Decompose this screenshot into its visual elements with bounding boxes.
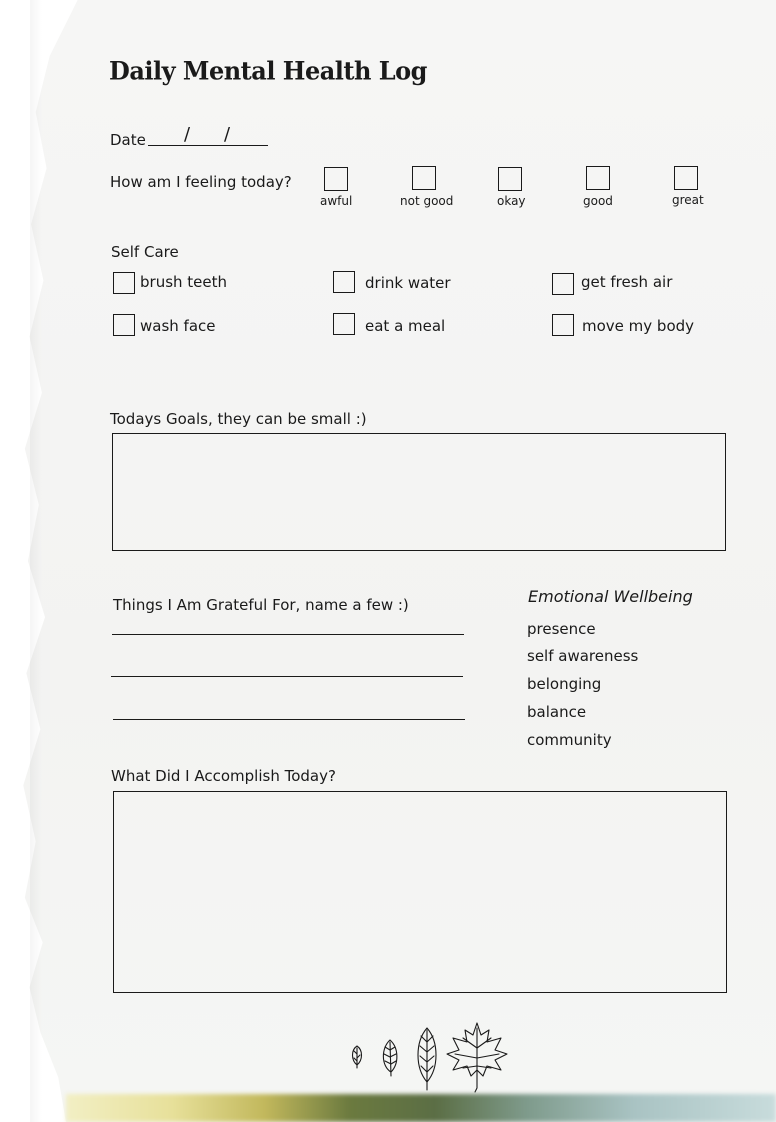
self-care-checkbox-eat-a-meal[interactable] — [333, 313, 355, 335]
feeling-option-label: not good — [400, 194, 454, 208]
leaf-decoration — [345, 1020, 515, 1095]
accomplish-textbox[interactable] — [113, 791, 727, 993]
self-care-item-label: drink water — [365, 274, 451, 292]
self-care-item-label: get fresh air — [581, 273, 673, 291]
leaf-icon — [418, 1028, 436, 1090]
goals-textbox[interactable] — [112, 433, 726, 551]
feeling-checkbox-great[interactable] — [674, 166, 698, 190]
leaf-icon — [447, 1023, 507, 1092]
goals-heading: Todays Goals, they can be small :) — [110, 410, 367, 428]
self-care-heading: Self Care — [111, 243, 179, 261]
page-title: Daily Mental Health Log — [109, 55, 427, 86]
date-separator: / — [184, 124, 191, 145]
self-care-item-label: wash face — [140, 317, 216, 335]
wellbeing-item: presence — [527, 620, 596, 638]
wellbeing-item: community — [527, 731, 612, 749]
grateful-line[interactable] — [113, 719, 465, 720]
self-care-checkbox-brush-teeth[interactable] — [113, 272, 135, 294]
paper-edge-shadow — [30, 0, 42, 1122]
self-care-checkbox-drink-water[interactable] — [333, 271, 355, 293]
feeling-question: How am I feeling today? — [110, 173, 292, 191]
wellbeing-item: self awareness — [527, 647, 639, 665]
date-underline — [148, 145, 268, 146]
feeling-checkbox-awful[interactable] — [324, 167, 348, 191]
feeling-option-label: great — [672, 193, 704, 207]
wellbeing-heading: Emotional Wellbeing — [528, 587, 693, 606]
self-care-item-label: move my body — [582, 317, 695, 335]
grateful-line[interactable] — [112, 634, 464, 635]
feeling-checkbox-good[interactable] — [586, 166, 610, 190]
wellbeing-item: balance — [527, 703, 587, 721]
feeling-checkbox-okay[interactable] — [498, 167, 522, 191]
feeling-option-label: awful — [320, 194, 353, 208]
self-care-checkbox-get-fresh-air[interactable] — [552, 273, 574, 295]
self-care-checkbox-move-my-body[interactable] — [552, 314, 574, 336]
date-separator: / — [224, 124, 231, 145]
feeling-option-label: okay — [497, 194, 526, 208]
feeling-option-label: good — [583, 194, 613, 208]
self-care-item-label: eat a meal — [365, 317, 446, 335]
leaf-icon — [353, 1046, 362, 1068]
self-care-item-label: brush teeth — [140, 273, 228, 291]
accomplish-heading: What Did I Accomplish Today? — [111, 767, 336, 785]
footer-watercolor-band — [66, 1094, 776, 1122]
grateful-line[interactable] — [111, 676, 463, 677]
grateful-heading: Things I Am Grateful For, name a few :) — [113, 596, 409, 614]
date-field[interactable] — [148, 124, 270, 148]
self-care-checkbox-wash-face[interactable] — [113, 314, 135, 336]
feeling-checkbox-not-good[interactable] — [412, 166, 436, 190]
leaf-icon — [383, 1040, 397, 1076]
date-label: Date — [110, 131, 146, 149]
wellbeing-item: belonging — [527, 675, 602, 693]
